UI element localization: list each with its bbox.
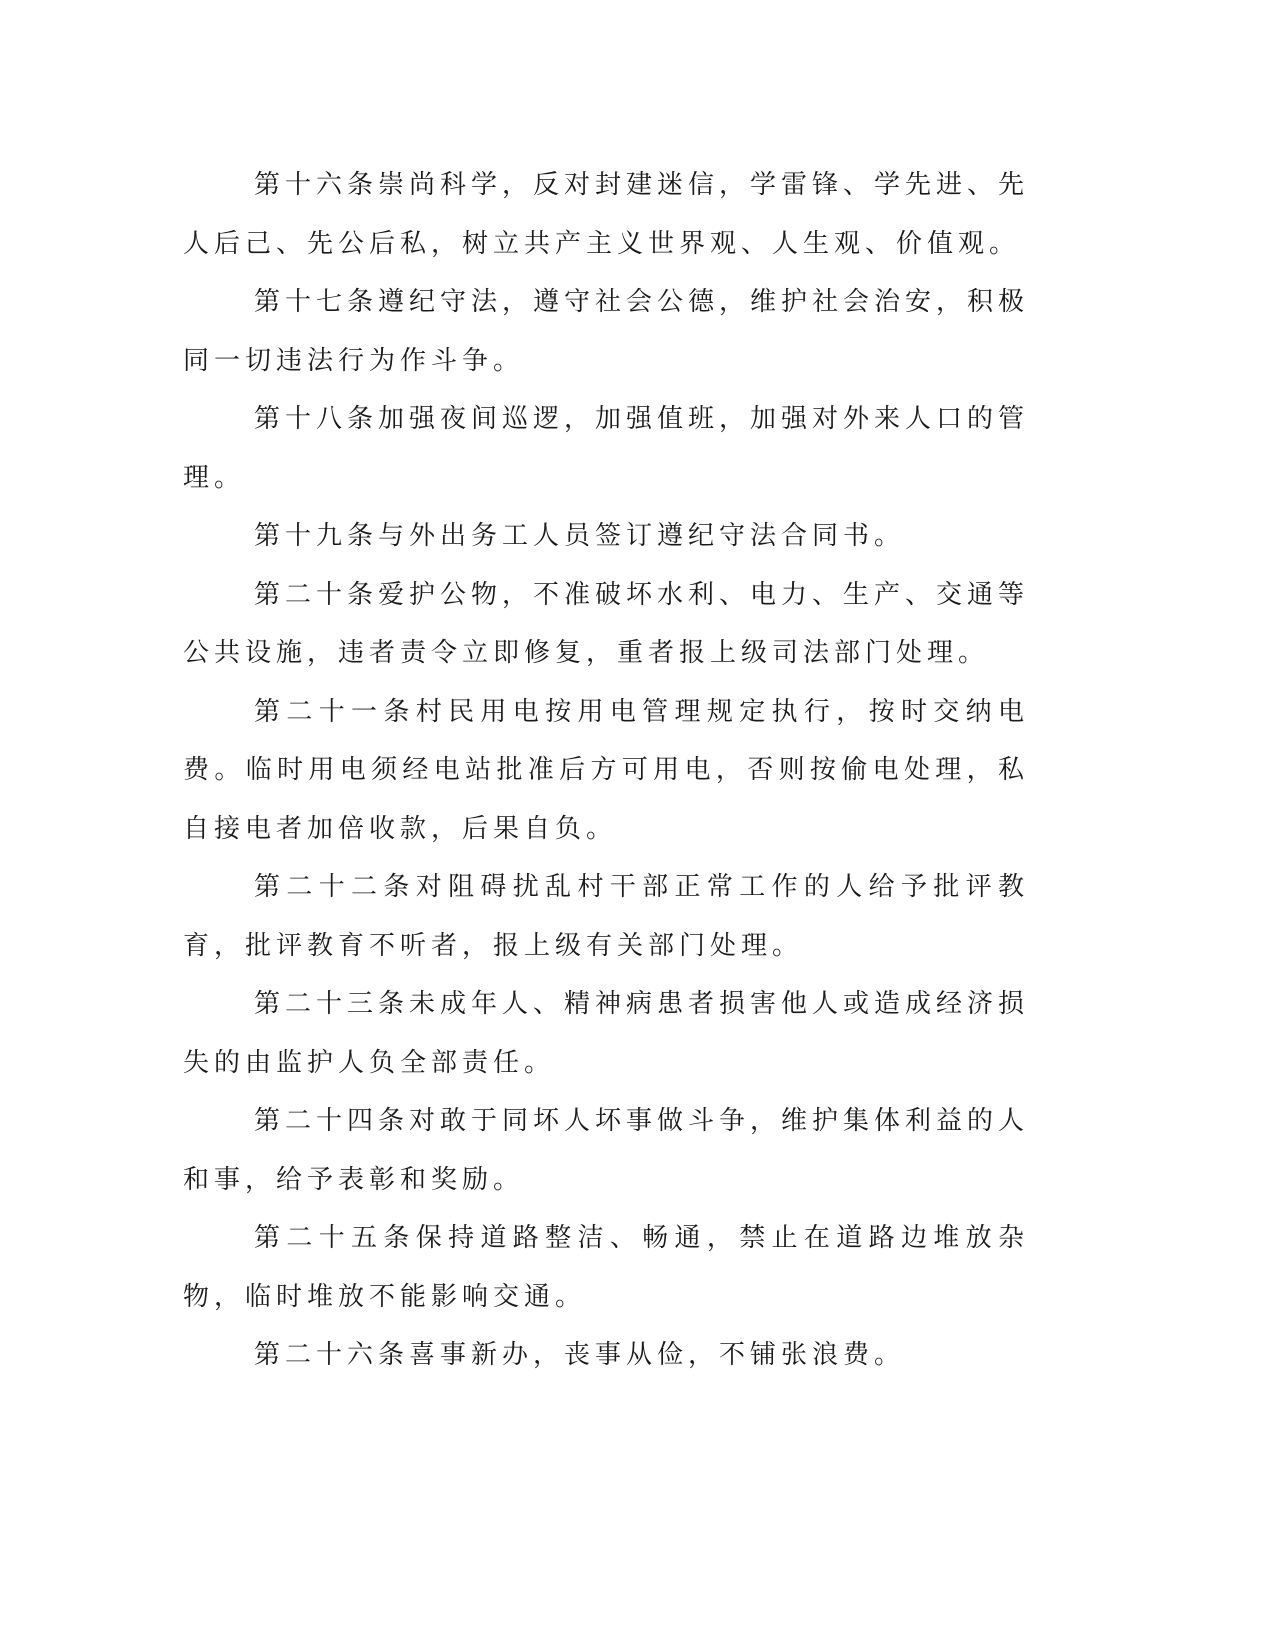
- article-17: 第十七条遵纪守法，遵守社会公德，维护社会治安，积极同一切违法行为作斗争。: [183, 287, 1030, 376]
- article-21: 第二十一条村民用电按用电管理规定执行，按时交纳电费。临时用电须经电站批准后方可用电，否则按偷电处理，私自接电者加倍收款，后果自负。: [183, 696, 1029, 844]
- article-22: 第二十二条对阻碍扰乱村干部正常工作的人给予批评教育，批评教育不听者，报上级有关部门处理。: [183, 872, 1029, 961]
- article-18: 第十八条加强夜间巡逻，加强值班，加强对外来人口的管理。: [183, 404, 1030, 493]
- article-16: 第十六条崇尚科学，反对封建迷信，学雷锋、学先进、先人后己、先公后私，树立共产主义世界观、人生观、价值观。: [183, 170, 1030, 259]
- document-body: [183, 156, 1029, 1385]
- article-23: 第二十三条未成年人、精神病患者损害他人或造成经济损失的由监护人负全部责任。: [183, 989, 1030, 1078]
- article-26: 第二十六条喜事新办，丧事从俭，不铺张浪费。: [254, 1340, 906, 1370]
- article-25: 第二十五条保持道路整洁、畅通，禁止在道路边堆放杂物，临时堆放不能影响交通。: [183, 1223, 1029, 1312]
- article-19: 第十九条与外出务工人员签订遵纪守法合同书。: [254, 521, 906, 551]
- article-24: 第二十四条对敢于同坏人坏事做斗争，维护集体利益的人和事，给予表彰和奖励。: [183, 1106, 1030, 1195]
- article-20: 第二十条爱护公物，不准破坏水利、电力、生产、交通等公共设施，违者责令立即修复，重者报上级司法部门处理。: [183, 579, 1030, 668]
